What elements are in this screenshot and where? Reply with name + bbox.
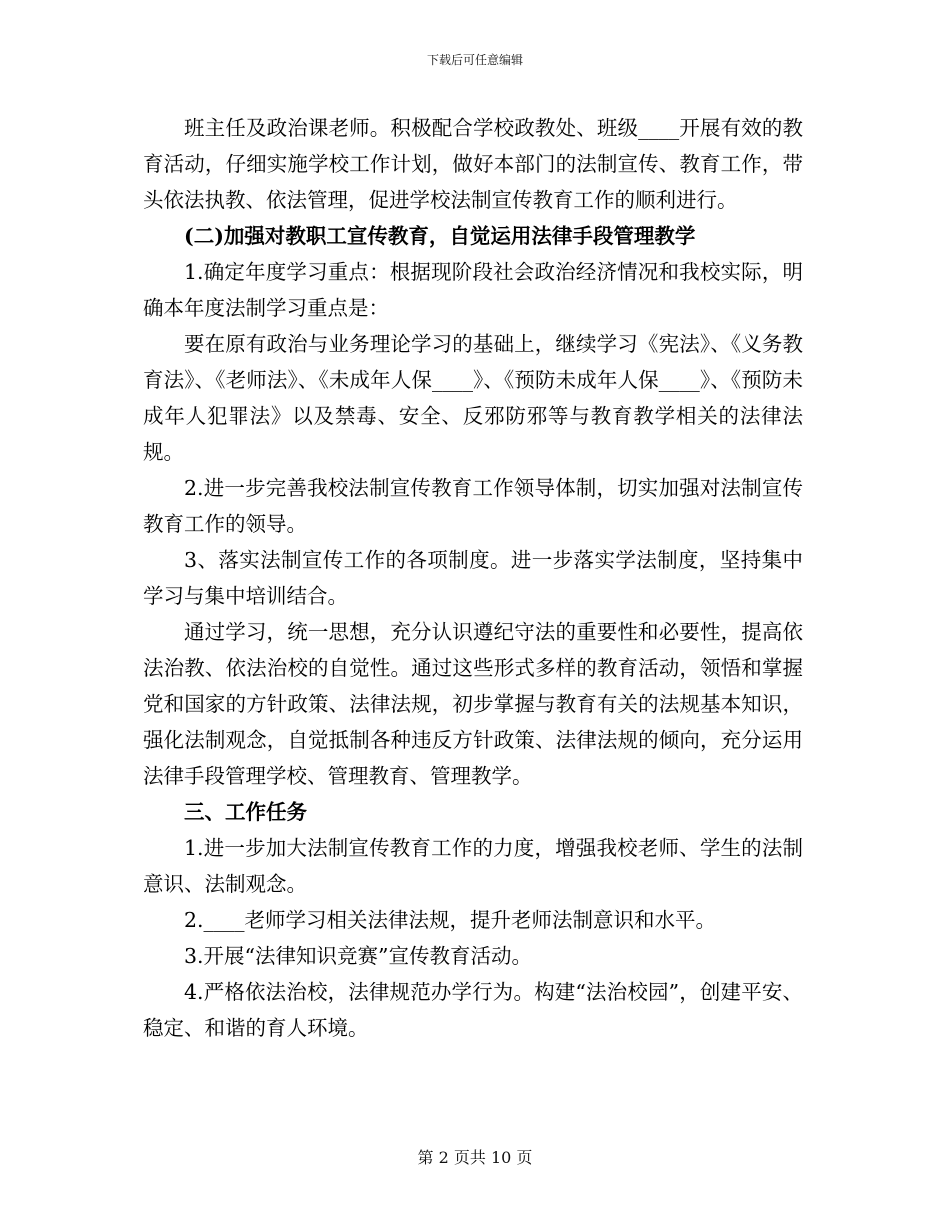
paragraph-item-1: 1.确定年度学习重点：根据现阶段社会政治经济情况和我校实际，明确本年度法制学习重点是： [143,260,803,320]
section-heading-2: (二)加强对教职工宣传教育，自觉运用法律手段管理教学 [184,224,696,248]
task-item-2: 2.____老师学习相关法律法规，提升老师法制意识和水平。 [184,908,717,932]
document-body [143,110,803,1046]
task-item-4: 4.严格依法治校，法律规范办学行为。构建“法治校园”，创建平安、稳定、和谐的育人环境。 [143,980,803,1040]
paragraph-item-3: 3、落实法制宣传工作的各项制度。进一步落实学法制度，坚持集中学习与集中培训结合。 [143,548,803,608]
page-footer: 第 2 页共 10 页 [417,1148,533,1167]
section-heading-tasks: 三、工作任务 [184,800,307,824]
task-item-1: 1.进一步加大法制宣传教育工作的力度，增强我校老师、学生的法制意识、法制观念。 [143,836,803,896]
paragraph-item-2: 2.进一步完善我校法制宣传教育工作领导体制，切实加强对法制宣传教育工作的领导。 [143,476,803,536]
paragraph-study-summary: 通过学习，统一思想，充分认识遵纪守法的重要性和必要性，提高依法治教、依法治校的自觉性。通过这些形式多样的教育活动，领悟和掌握党和国家的方针政策、法律法规，初步掌握与教育有关的法规基本知识，强化法制观念，自觉抵制各种违反方针政策、法律法规的倾向，充分运用法律手段管理学校、管理教育、管理教学。 [143,620,803,788]
paragraph-continuation: 班主任及政治课老师。积极配合学校政教处、班级____开展有效的教育活动，仔细实施学校工作计划，做好本部门的法制宣传、教育工作，带头依法执教、依法管理，促进学校法制宣传教育工作的顺利进行。 [143,116,803,212]
paragraph-study-laws: 要在原有政治与业务理论学习的基础上，继续学习《宪法》、《义务教育法》、《老师法》、《未成年人保____》、《预防未成年人保____》、《预防未成年人犯罪法》以及禁毒、安全、反邪防邪等与教育教学相关的法律法规。 [143,332,803,464]
task-item-3: 3.开展“法律知识竞赛”宣传教育活动。 [184,944,533,968]
page-header: 下载后可任意编辑 [426,53,523,67]
